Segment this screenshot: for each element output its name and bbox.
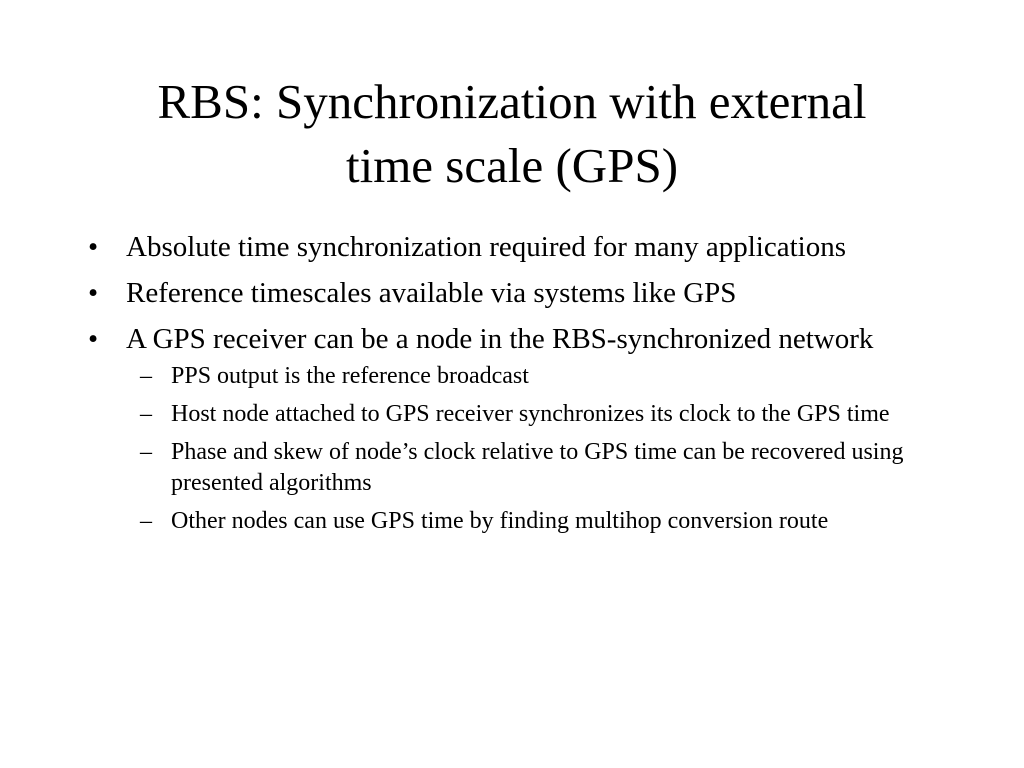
bullet-marker: • [88,277,99,309]
sub-bullet-item [0,506,911,537]
sub-bullet-item [0,437,911,499]
sub-bullet-text: PPS output is the reference broadcast [171,363,529,389]
bullet-item [0,229,906,265]
slide-title [60,70,964,198]
sub-bullet-text: Other nodes can use GPS time by finding multihop conversion route [171,508,829,534]
sub-bullet-marker: – [140,401,152,427]
slide-title-line-1: RBS: Synchronization with external [157,74,867,129]
bullet-item [0,275,906,311]
sub-bullet-text: Host node attached to GPS receiver synchronizes its clock to the GPS time [171,401,890,427]
bullet-item [0,321,1024,537]
bullet-text: Absolute time synchronization required for many applications [126,231,846,263]
sub-bullet-marker: – [140,508,152,534]
sub-bullet-marker: – [140,439,152,465]
bullet-head [0,321,906,357]
slide-title-line-2: time scale (GPS) [345,138,679,193]
bullet-marker: • [88,323,99,355]
bullet-list [0,229,1024,547]
sub-bullet-item [0,399,911,430]
bullet-marker: • [88,231,99,263]
sub-bullet-text: Phase and skew of node’s clock relative to GPS time can be recovered using presented algorithms [171,439,904,496]
sub-bullet-marker: – [140,363,152,389]
sub-bullet-list [0,361,1024,537]
bullet-text: A GPS receiver can be a node in the RBS-synchronized network [126,323,874,355]
bullet-text: Reference timescales available via systems like GPS [126,277,737,309]
sub-bullet-item [0,361,911,392]
